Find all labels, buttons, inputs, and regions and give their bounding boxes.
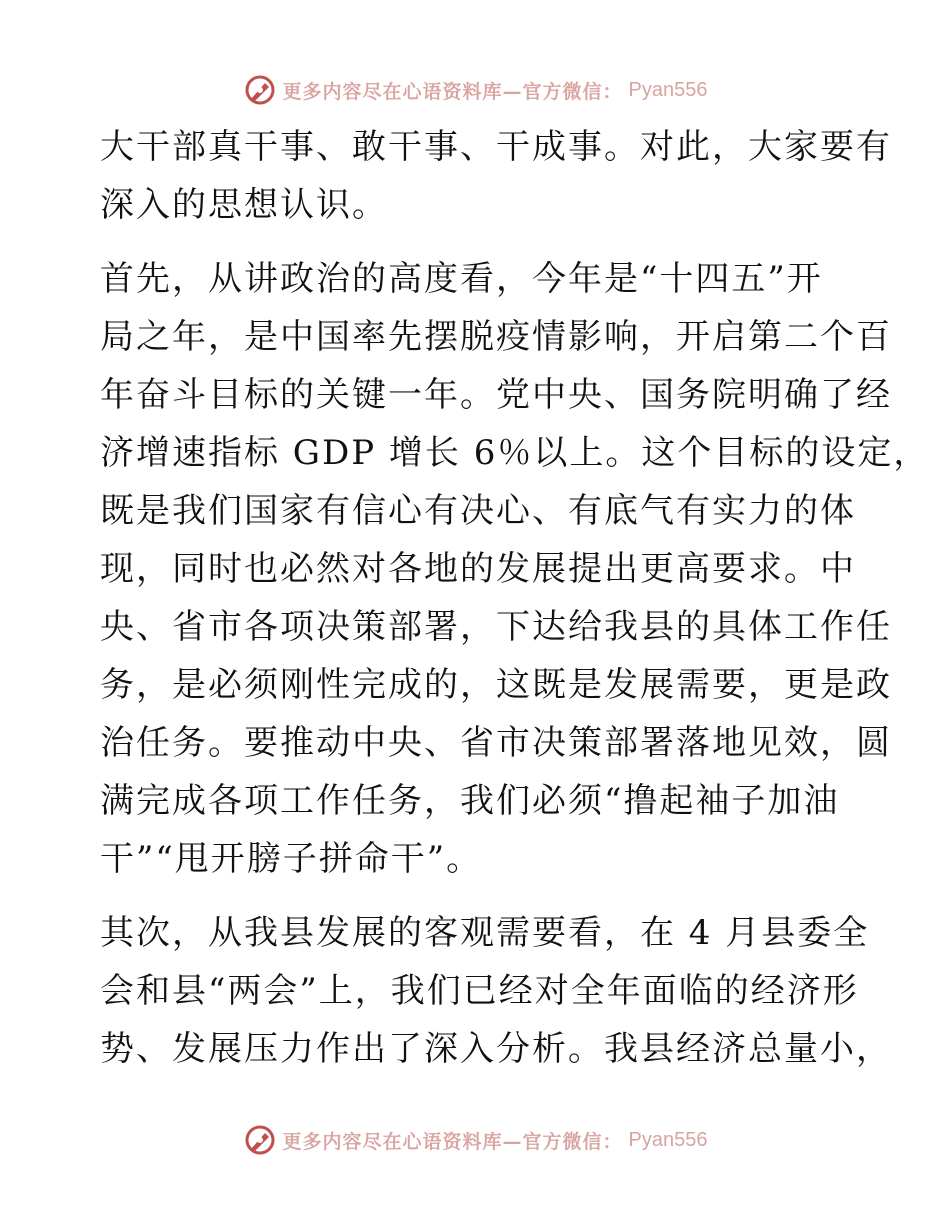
watermark-text: 更多内容尽在心语资料库—官方微信： — [282, 80, 623, 103]
document-body — [100, 118, 930, 1078]
text-line: 其次，从我县发展的客观需要看，在 4 月县委全 — [100, 913, 870, 953]
text-line: 深入的思想认识。 — [100, 185, 388, 225]
text-line: 务，是必须刚性完成的，这既是发展需要，更是政 — [100, 665, 892, 705]
watermark-wechat-id: Pyan556 — [628, 1128, 708, 1151]
text-line: 央、省市各项决策部署，下达给我县的具体工作任 — [100, 607, 892, 647]
pen-logo-icon — [243, 73, 277, 107]
text-line: 年奋斗目标的关键一年。党中央、国务院明确了经 — [100, 375, 892, 415]
text-line: 会和县“两会”上，我们已经对全年面临的经济形 — [100, 971, 859, 1011]
text-line: 局之年，是中国率先摆脱疫情影响，开启第二个百 — [100, 317, 892, 357]
text-line: 势、发展压力作出了深入分析。我县经济总量小， — [100, 1029, 892, 1069]
watermark-text: 更多内容尽在心语资料库—官方微信： — [282, 1130, 623, 1153]
header-watermark — [0, 70, 950, 110]
paragraph-1 — [100, 118, 892, 234]
text-line: 首先，从讲政治的高度看，今年是“十四五”开 — [100, 259, 823, 299]
text-line: 济增速指标 GDP 增长 6％以上。这个目标的设定， — [100, 433, 930, 473]
text-line: 干”“甩开膀子拼命干”。 — [100, 839, 483, 879]
paragraph-2 — [100, 250, 930, 888]
paragraph-3 — [100, 904, 892, 1078]
text-line: 大干部真干事、敢干事、干成事。对此，大家要有 — [100, 127, 892, 167]
watermark-wechat-id: Pyan556 — [628, 78, 708, 101]
text-line: 治任务。要推动中央、省市决策部署落地见效，圆 — [100, 723, 892, 763]
text-line: 既是我们国家有信心有决心、有底气有实力的体 — [100, 491, 856, 531]
pen-logo-icon — [243, 1123, 277, 1157]
text-line: 满完成各项工作任务，我们必须“撸起袖子加油 — [100, 781, 840, 821]
text-line: 现，同时也必然对各地的发展提出更高要求。中 — [100, 549, 856, 589]
footer-watermark — [0, 1120, 950, 1160]
